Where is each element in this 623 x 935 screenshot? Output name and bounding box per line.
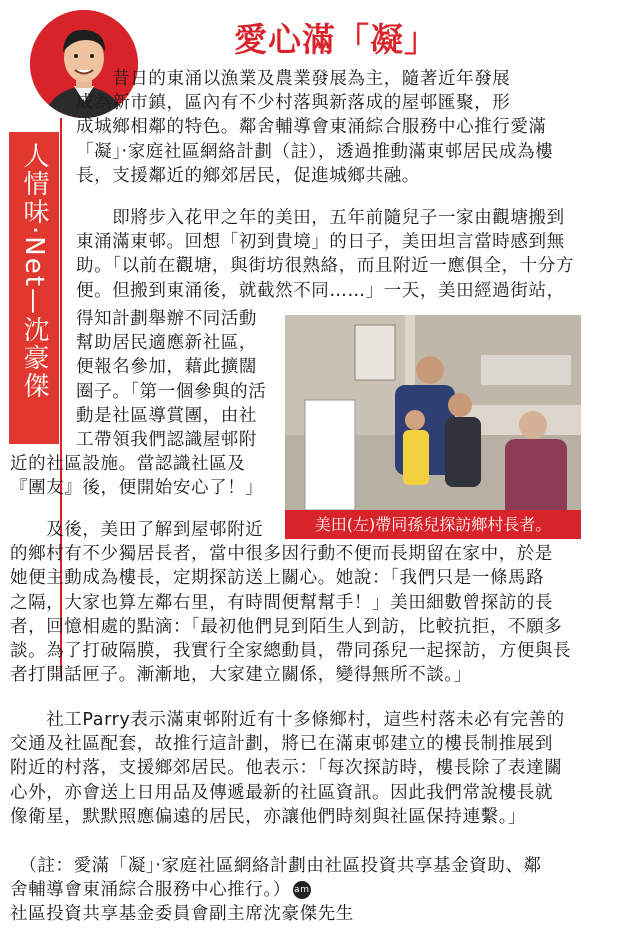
text-line: 便報名參加，藉此擴闊 — [76, 357, 257, 378]
text-line: 交通及社區配套，故推行這計劃，將已在滿東邨建立的樓長制推展到 — [10, 734, 553, 755]
paragraph-3 — [10, 518, 571, 687]
text-line: 社工Parry表示滿東邨附近有十多條鄉村，這些村落未必有完善的 — [10, 710, 565, 730]
column-label-box — [9, 132, 59, 444]
note-text: 舍輔導會東涌綜合服務中心推行。） — [10, 880, 291, 901]
text-line: 附近的村落，支援鄉郊居民。他表示：「每次探訪時，樓長除了表達關 — [10, 758, 563, 779]
author-signature: 社區投資共享基金委員會副主席沈豪傑先生 — [10, 904, 354, 925]
text-line: 即將步入花甲之年的美田，五年前隨兒子一家由觀塘搬到 — [76, 208, 565, 228]
photo-caption: 美田(左)帶同孫兒探訪鄉村長者。 — [285, 510, 581, 539]
text-line: 及後，美田了解到屋邨附近 — [10, 520, 264, 540]
paragraph-2-continued — [10, 307, 267, 501]
text-line: 的鄉村有不少獨居長者，當中很多因行動不便而長期留在家中，於是 — [10, 544, 553, 565]
paragraph-2 — [76, 206, 574, 303]
text-line: 談。為了打破隔膜，我實行全家總動員，帶同孫兒一起探訪，方便與長 — [10, 641, 572, 662]
column-label: 人情味‧Net—沈豪傑 — [19, 142, 49, 400]
text-line: 成為新市鎮，區內有不少村落與新落成的屋邨匯聚，形 — [76, 93, 511, 114]
text-line: 動是社區導賞團，由社 — [76, 405, 257, 426]
text-line: 工帶領我們認識屋邨附 — [76, 430, 257, 451]
text-line: 成城鄉相鄰的特色。鄰舍輔導會東涌綜合服務中心推行愛滿 — [76, 117, 547, 138]
text-line: 「凝」‧家庭社區網絡計劃（註），透過推動滿東邨居民成為樓 — [76, 141, 554, 162]
text-line: 幫助居民適應新社區， — [76, 333, 257, 354]
text-line: 長，支援鄰近的鄉郊居民，促進城鄉共融。 — [76, 165, 420, 186]
article-title: 愛心滿「凝」 — [234, 20, 438, 59]
text-line: （註：愛滿「凝」‧家庭社區網絡計劃由社區投資共享基金資助、鄰 — [10, 856, 542, 876]
paragraph-1 — [76, 67, 553, 188]
article-photo — [285, 315, 581, 539]
text-line: 像衛星，默默照應偏遠的居民，亦讓他們時刻與社區保持連繫。」 — [10, 806, 527, 827]
text-line: 得知計劃舉辦不同活動 — [76, 309, 257, 329]
text-line: 者，回憶相處的點滴：「最初他們見到陌生人到訪，比較抗拒，不願多 — [10, 616, 563, 637]
footnote — [10, 854, 542, 927]
paragraph-4 — [10, 708, 565, 829]
text-line: 『團友』後，便開始安心了！」 — [10, 478, 264, 499]
text-line: 昔日的東涌以漁業及農業發展為主，隨著近年發展 — [76, 69, 511, 89]
text-line: 東涌滿東邨。回想「初到貴境」的日子，美田坦言當時感到無 — [76, 232, 565, 253]
text-line: 心外，亦會送上日用品及傳遞最新的社區資訊。因此我們常說樓長就 — [10, 782, 553, 803]
text-line: 助。「以前在觀塘，與街坊很熟絡，而且附近一應俱全，十分方 — [76, 256, 575, 277]
visit-photo-illustration — [285, 315, 581, 539]
text-line: 之隔，大家也算左鄰右里，有時間便幫幫手！」美田細數曾探訪的長 — [10, 592, 553, 613]
text-line: 她便主動成為樓長，定期探訪送上關心。她說：「我們只是一條馬路 — [10, 568, 545, 589]
text-line: 者打開話匣子。漸漸地，大家建立關係，變得無所不談。」 — [10, 665, 472, 686]
text-line: 近的社區設施。當認識社區及 — [10, 454, 246, 475]
text-line: 圈子。「第一個參與的活 — [76, 381, 267, 402]
text-line: 便。但搬到東涌後，就截然不同……」一天，美田經過街站， — [76, 280, 565, 301]
text-line — [10, 878, 542, 902]
am730-logo-icon: am — [293, 881, 311, 899]
